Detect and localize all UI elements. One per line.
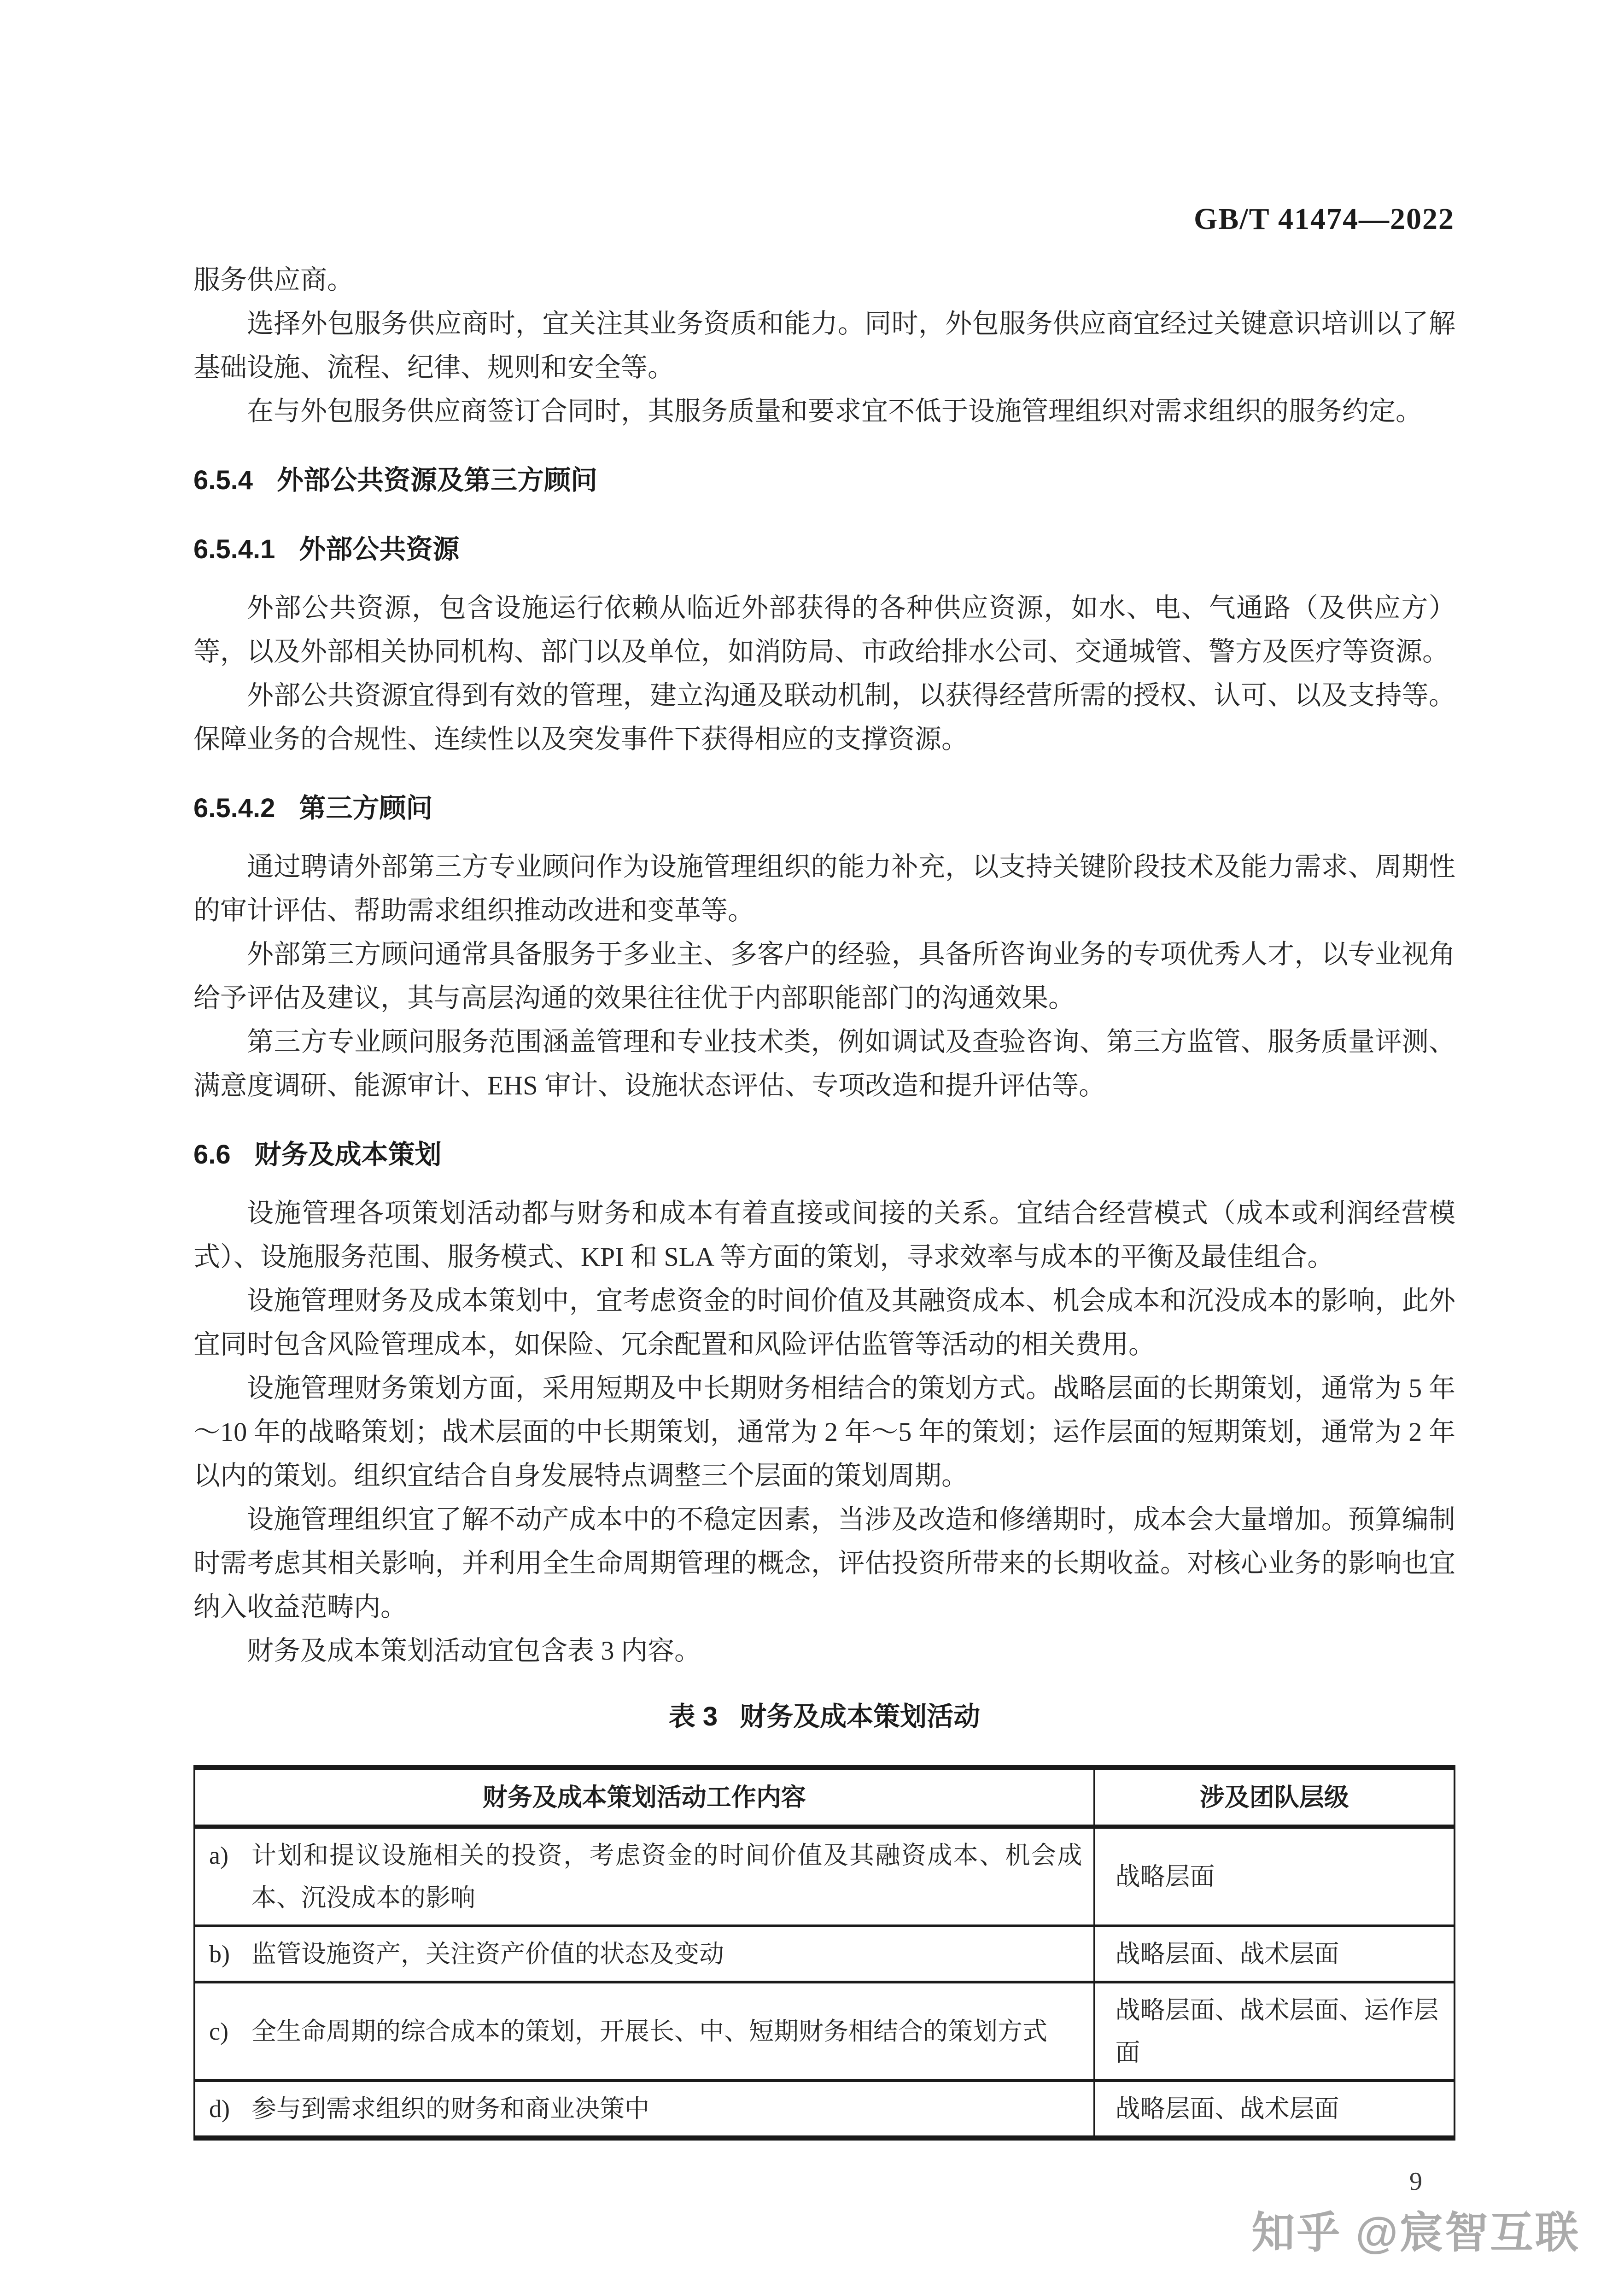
section-title: 财务及成本策划	[254, 1140, 442, 1170]
paragraph: 设施管理财务策划方面，采用短期及中长期财务相结合的策划方式。战略层面的长期策划，通常为 5 年～10 年的战略策划；战术层面的中长期策划，通常为 2 年～5 年的策划；运作层面的短期策划，通常为 2 年以内的策划。组织宜结合自身发展特点调整三个层面的策划周期。	[193, 1373, 1455, 1491]
section-number: 6.5.4.1	[193, 534, 275, 564]
paragraph: 外部第三方顾问通常具备服务于多业主、多客户的经验，具备所咨询业务的专项优秀人才，以专业视角给予评估及建议，其与高层沟通的效果往往优于内部职能部门的沟通效果。	[193, 939, 1455, 1013]
cell-work-content	[194, 1982, 1094, 2081]
table-row	[194, 1982, 1455, 2081]
section-number: 6.5.4.2	[193, 793, 275, 823]
section-heading-6-5-4-2	[193, 786, 1455, 830]
section-heading-6-5-4	[193, 458, 1455, 502]
paragraph: 设施管理组织宜了解不动产成本中的不稳定因素，当涉及改造和修缮期时，成本会大量增加。预算编制时需考虑其相关影响，并利用全生命周期管理的概念，评估投资所带来的长期收益。对核心业务的影响也宜纳入收益范畴内。	[193, 1504, 1455, 1622]
paragraph: 财务及成本策划活动宜包含表 3 内容。	[247, 1636, 701, 1666]
row-content: 参与到需求组织的财务和商业决策中	[251, 2095, 649, 2123]
table-caption	[193, 1695, 1455, 1738]
paragraph: 外部公共资源宜得到有效的管理，建立沟通及联动机制，以获得经营所需的授权、认可、以及支持等。保障业务的合规性、连续性以及突发事件下获得相应的支撑资源。	[193, 680, 1455, 754]
column-header-work-content: 财务及成本策划活动工作内容	[194, 1768, 1094, 1827]
table-number: 表 3	[668, 1702, 718, 1731]
row-label: c)	[209, 2018, 228, 2045]
row-label: b)	[209, 1940, 230, 1968]
paragraph: 选择外包服务供应商时，宜关注其业务资质和能力。同时，外包服务供应商宜经过关键意识培训以了解基础设施、流程、纪律、规则和安全等。	[193, 309, 1455, 382]
cell-team-level: 战略层面、战术层面	[1094, 2081, 1455, 2138]
table-header-row	[194, 1768, 1455, 1827]
standard-number: GB/T 41474—2022	[1193, 202, 1455, 236]
row-content: 全生命周期的综合成本的策划，开展长、中、短期财务相结合的策划方式	[251, 2018, 1047, 2045]
cell-work-content	[194, 2081, 1094, 2138]
page-content	[193, 258, 1455, 2204]
section-heading-6-6	[193, 1133, 1455, 1176]
section-heading-6-5-4-1	[193, 527, 1455, 571]
section-number: 6.6	[193, 1140, 231, 1170]
table-row	[194, 1926, 1455, 1982]
page-number: 9	[1409, 2167, 1422, 2196]
cell-team-level: 战略层面、战术层面	[1094, 1926, 1455, 1982]
column-header-team-level: 涉及团队层级	[1094, 1768, 1455, 1827]
row-content: 计划和提议设施相关的投资，考虑资金的时间价值及其融资成本、机会成本、沉没成本的影响	[251, 1842, 1082, 1912]
paragraph-continuation: 服务供应商。	[193, 265, 354, 295]
table-title-text: 财务及成本策划活动	[740, 1702, 981, 1731]
section-title: 外部公共资源及第三方顾问	[277, 465, 598, 495]
paragraph: 设施管理财务及成本策划中，宜考虑资金的时间价值及其融资成本、机会成本和沉没成本的影响，此外宜同时包含风险管理成本，如保险、冗余配置和风险评估监管等活动的相关费用。	[193, 1286, 1455, 1359]
cell-work-content	[194, 1827, 1094, 1926]
cell-work-content	[194, 1926, 1094, 1982]
paragraph: 通过聘请外部第三方专业顾问作为设施管理组织的能力补充，以支持关键阶段技术及能力需求、周期性的审计评估、帮助需求组织推动改进和变革等。	[193, 852, 1455, 925]
table-3-financial-cost-planning	[193, 1765, 1455, 2141]
section-number: 6.5.4	[193, 465, 253, 495]
row-label: d)	[209, 2095, 230, 2123]
section-title: 第三方顾问	[299, 793, 433, 823]
row-content: 监管设施资产，关注资产价值的状态及变动	[251, 1940, 724, 1968]
paragraph: 在与外包服务供应商签订合同时，其服务质量和要求宜不低于设施管理组织对需求组织的服务约定。	[247, 396, 1423, 426]
table-row	[194, 2081, 1455, 2138]
table-row	[194, 1827, 1455, 1926]
paragraph: 第三方专业顾问服务范围涵盖管理和专业技术类，例如调试及查验咨询、第三方监管、服务质量评测、满意度调研、能源审计、EHS 审计、设施状态评估、专项改造和提升评估等。	[193, 1027, 1455, 1100]
paragraph: 外部公共资源，包含设施运行依赖从临近外部获得的各种供应资源，如水、电、气通路（及供应方）等，以及外部相关协同机构、部门以及单位，如消防局、市政给排水公司、交通城管、警方及医疗等资源。	[193, 593, 1455, 667]
row-label: a)	[209, 1842, 228, 1869]
watermark: 知乎 @宸智互联	[1251, 2208, 1580, 2257]
cell-team-level: 战略层面、战术层面、运作层面	[1094, 1982, 1455, 2081]
section-title: 外部公共资源	[299, 534, 460, 564]
paragraph: 设施管理各项策划活动都与财务和成本有着直接或间接的关系。宜结合经营模式（成本或利润经营模式）、设施服务范围、服务模式、KPI 和 SLA 等方面的策划，寻求效率与成本的平衡及最佳组合。	[193, 1198, 1455, 1272]
cell-team-level: 战略层面	[1094, 1827, 1455, 1926]
